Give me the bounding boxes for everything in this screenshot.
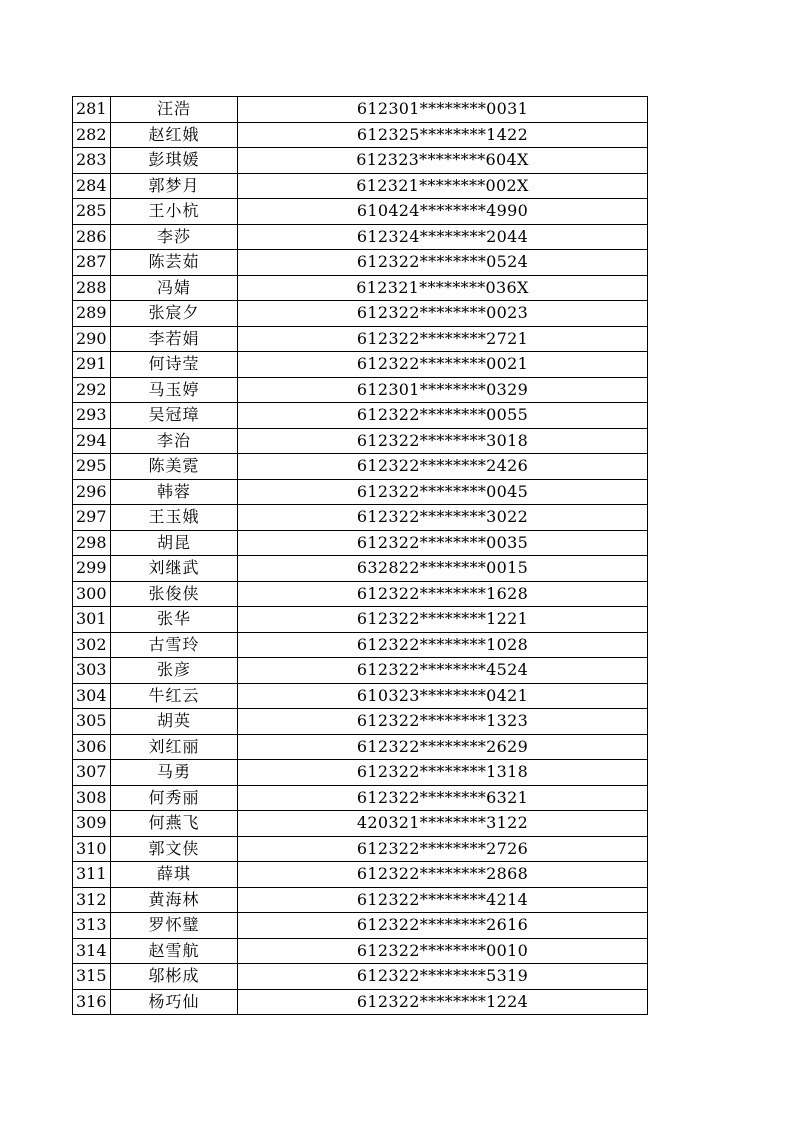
table-row (73, 301, 648, 327)
row-number-cell: 292 (73, 377, 111, 403)
person-name-cell: 王小杭 (111, 199, 238, 225)
person-name-cell: 郭文侠 (111, 836, 238, 862)
id-number-cell: 612322********2726 (238, 836, 648, 862)
id-number-cell: 612324********2044 (238, 224, 648, 250)
id-number-cell: 612301********0329 (238, 377, 648, 403)
table-row (73, 887, 648, 913)
row-number-cell: 291 (73, 352, 111, 378)
id-number-cell: 612323********604X (238, 148, 648, 174)
roster-table (72, 96, 648, 1015)
row-number-cell: 315 (73, 964, 111, 990)
table-row (73, 428, 648, 454)
table-row (73, 658, 648, 684)
id-number-cell: 612322********1028 (238, 632, 648, 658)
person-name-cell: 韩蓉 (111, 479, 238, 505)
row-number-cell: 297 (73, 505, 111, 531)
table-row (73, 326, 648, 352)
person-name-cell: 何秀丽 (111, 785, 238, 811)
person-name-cell: 陈芸茹 (111, 250, 238, 276)
person-name-cell: 黄海林 (111, 887, 238, 913)
row-number-cell: 305 (73, 709, 111, 735)
table-row (73, 454, 648, 480)
row-number-cell: 307 (73, 760, 111, 786)
id-number-cell: 632822********0015 (238, 556, 648, 582)
table-row (73, 199, 648, 225)
person-name-cell: 张宸夕 (111, 301, 238, 327)
row-number-cell: 306 (73, 734, 111, 760)
id-number-cell: 612321********002X (238, 173, 648, 199)
id-number-cell: 612322********3022 (238, 505, 648, 531)
person-name-cell: 杨巧仙 (111, 989, 238, 1015)
row-number-cell: 283 (73, 148, 111, 174)
table-row (73, 173, 648, 199)
row-number-cell: 293 (73, 403, 111, 429)
row-number-cell: 302 (73, 632, 111, 658)
row-number-cell: 288 (73, 275, 111, 301)
row-number-cell: 284 (73, 173, 111, 199)
id-number-cell: 612322********2629 (238, 734, 648, 760)
row-number-cell: 286 (73, 224, 111, 250)
person-name-cell: 彭琪媛 (111, 148, 238, 174)
row-number-cell: 282 (73, 122, 111, 148)
person-name-cell: 吴冠璋 (111, 403, 238, 429)
table-row (73, 964, 648, 990)
table-row (73, 530, 648, 556)
table-row (73, 556, 648, 582)
person-name-cell: 胡英 (111, 709, 238, 735)
id-number-cell: 420321********3122 (238, 811, 648, 837)
id-number-cell: 612322********0055 (238, 403, 648, 429)
table-row (73, 836, 648, 862)
row-number-cell: 312 (73, 887, 111, 913)
person-name-cell: 薛琪 (111, 862, 238, 888)
person-name-cell: 汪浩 (111, 97, 238, 123)
row-number-cell: 308 (73, 785, 111, 811)
person-name-cell: 牛红云 (111, 683, 238, 709)
row-number-cell: 296 (73, 479, 111, 505)
table-row (73, 785, 648, 811)
row-number-cell: 309 (73, 811, 111, 837)
person-name-cell: 李治 (111, 428, 238, 454)
person-name-cell: 马玉婷 (111, 377, 238, 403)
table-row (73, 505, 648, 531)
person-name-cell: 李若娟 (111, 326, 238, 352)
id-number-cell: 612322********2868 (238, 862, 648, 888)
person-name-cell: 刘继武 (111, 556, 238, 582)
row-number-cell: 300 (73, 581, 111, 607)
row-number-cell: 303 (73, 658, 111, 684)
row-number-cell: 304 (73, 683, 111, 709)
row-number-cell: 290 (73, 326, 111, 352)
table-row (73, 913, 648, 939)
id-number-cell: 610323********0421 (238, 683, 648, 709)
id-number-cell: 610424********4990 (238, 199, 648, 225)
id-number-cell: 612322********2426 (238, 454, 648, 480)
id-number-cell: 612322********0021 (238, 352, 648, 378)
id-number-cell: 612322********4214 (238, 887, 648, 913)
row-number-cell: 298 (73, 530, 111, 556)
person-name-cell: 王玉娥 (111, 505, 238, 531)
table-row (73, 709, 648, 735)
id-number-cell: 612322********1221 (238, 607, 648, 633)
id-number-cell: 612322********3018 (238, 428, 648, 454)
row-number-cell: 294 (73, 428, 111, 454)
row-number-cell: 313 (73, 913, 111, 939)
id-number-cell: 612322********5319 (238, 964, 648, 990)
table-row (73, 250, 648, 276)
person-name-cell: 罗怀璧 (111, 913, 238, 939)
id-number-cell: 612322********1323 (238, 709, 648, 735)
row-number-cell: 301 (73, 607, 111, 633)
id-number-cell: 612322********0023 (238, 301, 648, 327)
table-row (73, 122, 648, 148)
table-row (73, 581, 648, 607)
person-name-cell: 刘红丽 (111, 734, 238, 760)
row-number-cell: 316 (73, 989, 111, 1015)
table-row (73, 224, 648, 250)
id-number-cell: 612322********0045 (238, 479, 648, 505)
person-name-cell: 赵红娥 (111, 122, 238, 148)
id-number-cell: 612322********2616 (238, 913, 648, 939)
id-number-cell: 612322********0010 (238, 938, 648, 964)
table-row (73, 632, 648, 658)
table-row (73, 275, 648, 301)
person-name-cell: 张俊侠 (111, 581, 238, 607)
table-row (73, 683, 648, 709)
person-name-cell: 李莎 (111, 224, 238, 250)
row-number-cell: 295 (73, 454, 111, 480)
person-name-cell: 胡昆 (111, 530, 238, 556)
table-row (73, 862, 648, 888)
id-number-cell: 612322********6321 (238, 785, 648, 811)
id-number-cell: 612322********0524 (238, 250, 648, 276)
row-number-cell: 299 (73, 556, 111, 582)
table-row (73, 811, 648, 837)
person-name-cell: 张华 (111, 607, 238, 633)
person-name-cell: 张彦 (111, 658, 238, 684)
person-name-cell: 赵雪航 (111, 938, 238, 964)
id-number-cell: 612322********1628 (238, 581, 648, 607)
id-number-cell: 612325********1422 (238, 122, 648, 148)
table-row (73, 148, 648, 174)
table-row (73, 989, 648, 1015)
table-row (73, 403, 648, 429)
id-number-cell: 612321********036X (238, 275, 648, 301)
table-row (73, 377, 648, 403)
row-number-cell: 281 (73, 97, 111, 123)
person-name-cell: 马勇 (111, 760, 238, 786)
id-number-cell: 612322********0035 (238, 530, 648, 556)
table-row (73, 938, 648, 964)
table-row (73, 760, 648, 786)
table-row (73, 352, 648, 378)
person-name-cell: 古雪玲 (111, 632, 238, 658)
id-number-cell: 612322********1224 (238, 989, 648, 1015)
table-row (73, 97, 648, 123)
person-name-cell: 陈美霓 (111, 454, 238, 480)
person-name-cell: 何诗莹 (111, 352, 238, 378)
id-number-cell: 612322********4524 (238, 658, 648, 684)
table-row (73, 607, 648, 633)
id-number-cell: 612322********1318 (238, 760, 648, 786)
row-number-cell: 285 (73, 199, 111, 225)
table-row (73, 479, 648, 505)
person-name-cell: 郭梦月 (111, 173, 238, 199)
id-number-cell: 612322********2721 (238, 326, 648, 352)
person-name-cell: 邬彬成 (111, 964, 238, 990)
person-name-cell: 何燕飞 (111, 811, 238, 837)
row-number-cell: 289 (73, 301, 111, 327)
row-number-cell: 311 (73, 862, 111, 888)
table-row (73, 734, 648, 760)
row-number-cell: 314 (73, 938, 111, 964)
person-name-cell: 冯婧 (111, 275, 238, 301)
row-number-cell: 287 (73, 250, 111, 276)
id-number-cell: 612301********0031 (238, 97, 648, 123)
roster-table-body (73, 97, 648, 1015)
row-number-cell: 310 (73, 836, 111, 862)
